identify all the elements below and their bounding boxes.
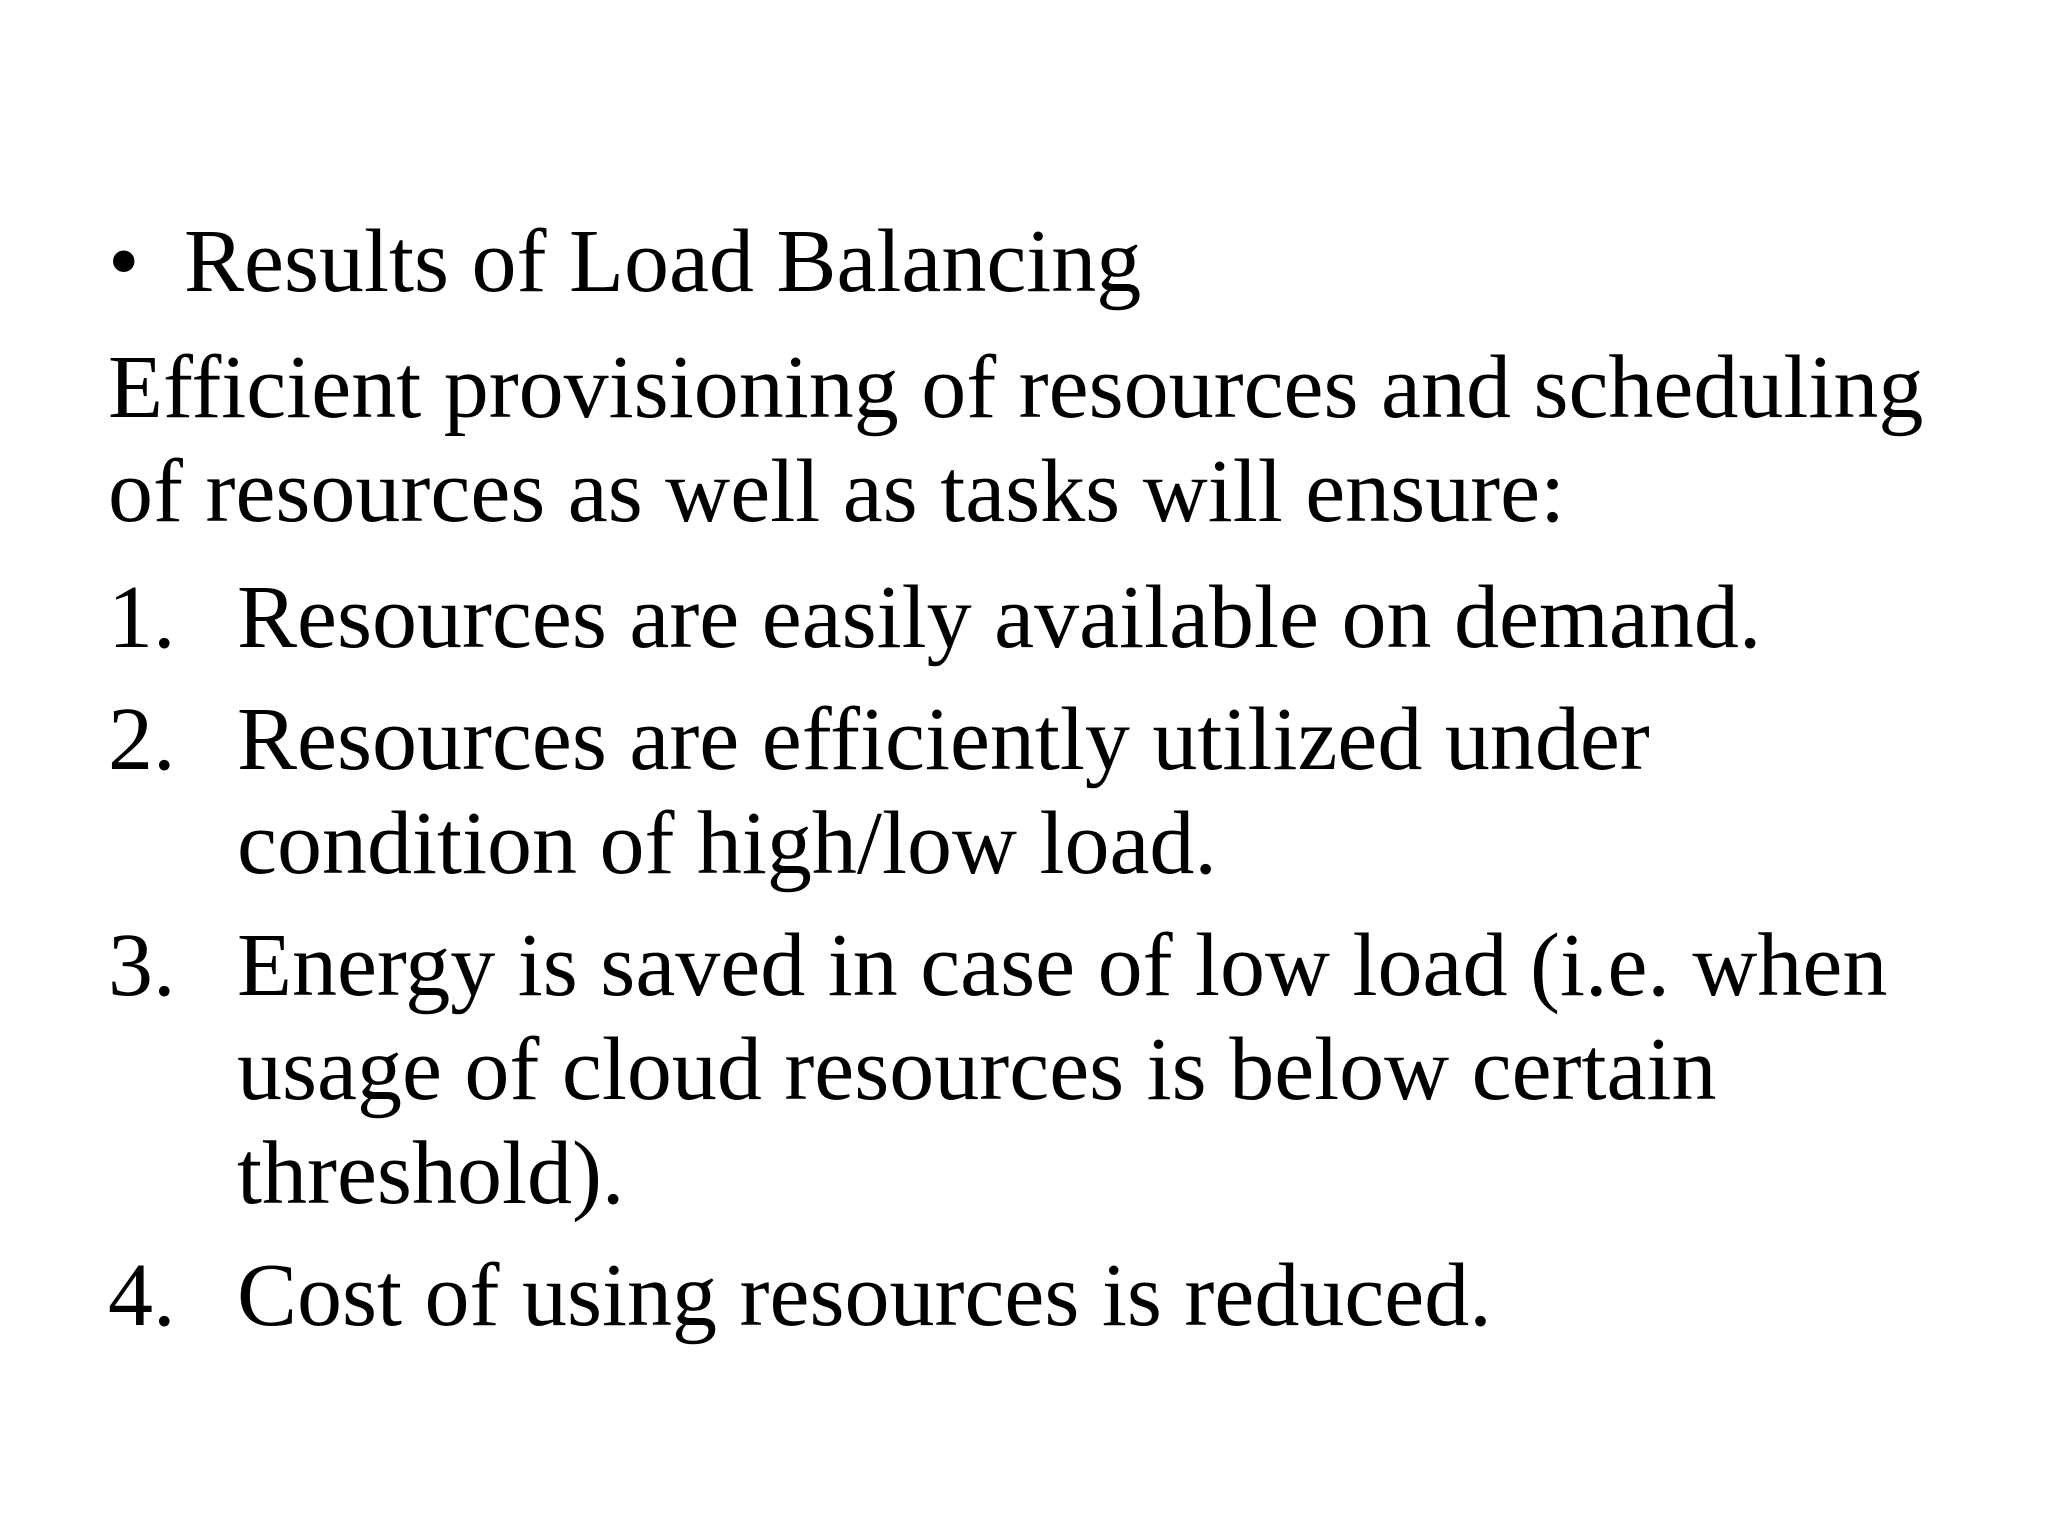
list-item-1 [108,566,1968,670]
list-item-3 [108,914,1968,1226]
list-text-4 [237,1244,1492,1348]
list-item-4-line-1: Cost of using resources is reduced. [237,1246,1492,1345]
intro-paragraph [108,336,1968,544]
list-text-3 [237,914,1887,1226]
list-item-2-line-2: condition of high/low load. [237,794,1217,893]
list-number-2: 2. [108,690,176,789]
list-item-2 [108,688,1968,896]
list-item-1-line-1: Resources are easily available on demand. [237,568,1762,667]
list-item-2-line-1: Resources are efficiently utilized under [237,690,1650,789]
list-number-1: 1. [108,568,176,667]
bullet-icon: • [108,212,140,311]
list-item-3-line-2: usage of cloud resources is below certain [237,1020,1717,1119]
intro-line-1: Efficient provisioning of resources and scheduling [108,338,1924,437]
list-text-2 [237,688,1650,896]
intro-line-2: of resources as well as tasks will ensure: [108,442,1566,541]
slide-heading: Results of Load Balancing [184,212,1142,311]
list-number-3: 3. [108,916,176,1015]
heading-bullet-line [108,210,1968,314]
slide-content [108,210,1968,1366]
list-number-4: 4. [108,1246,176,1345]
list-item-3-line-3: threshold). [237,1124,625,1223]
results-list [108,566,1968,1348]
list-item-4 [108,1244,1968,1348]
list-item-3-line-1: Energy is saved in case of low load (i.e. when [237,916,1888,1015]
list-text-1 [237,566,1761,670]
